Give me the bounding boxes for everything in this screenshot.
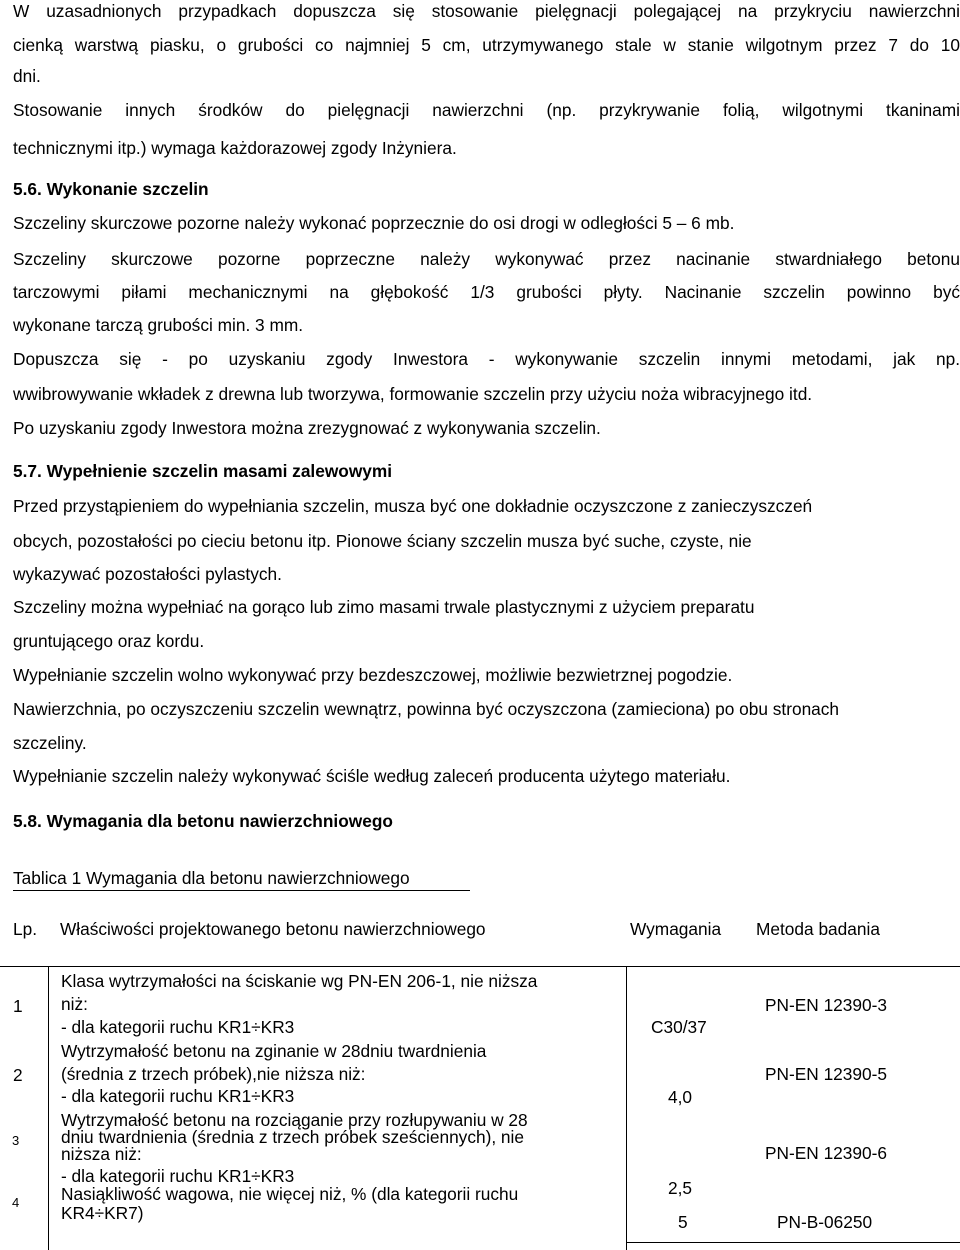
row-3-requirement: 2,5 [668,1178,693,1198]
paragraph-line: wwibrowywanie wkładek z drewna lub tworzywa, formowanie szczelin przy użyciu noża wibracyjnego itd. [13,384,813,404]
paragraph-line: W uzasadnionych przypadkach dopuszcza się stosowanie pielęgnacji polegającej na przykryciu nawierzchni [13,1,960,21]
table-column-rule [48,966,49,1250]
row-4-property-line: Nasiąkliwość wagowa, nie więcej niż, % (dla kategorii ruchu [61,1184,519,1204]
row-2-lp: 2 [13,1065,23,1085]
paragraph-line: Wypełnianie szczelin należy wykonywać ściśle według zaleceń producenta użytego materiału. [13,766,731,786]
paragraph-line: wykonane tarczą grubości min. 3 mm. [13,315,304,335]
paragraph-line: Dopuszcza się - po uzyskaniu zgody Inwestora - wykonywanie szczelin innymi metodami, jak np. [13,349,960,369]
paragraph-line: gruntującego oraz kordu. [13,631,205,651]
table-caption: Tablica 1 Wymagania dla betonu nawierzchniowego [13,868,410,888]
row-3-property-line: dniu twardnienia (średnia z trzech próbek sześciennych), nie [61,1127,524,1147]
paragraph-line: szczeliny. [13,733,87,753]
row-1-property-line: Klasa wytrzymałości na ściskanie wg PN-EN 206-1, nie niższa [61,971,538,991]
row-1-requirement: C30/37 [651,1017,707,1037]
table-rule [0,966,960,967]
paragraph-line: cienką warstwą piasku, o grubości co najmniej 5 cm, utrzymywanego stale w stanie wilgotnym przez 7 do 10 [13,35,960,55]
row-2-requirement: 4,0 [668,1087,693,1107]
row-3-method: PN-EN 12390-6 [765,1143,887,1163]
caption-underline [13,890,470,891]
row-2-property-line: (średnia z trzech próbek),nie niższa niż: [61,1064,366,1084]
row-4-method: PN-B-06250 [777,1212,873,1232]
paragraph-line: Przed przystąpieniem do wypełniania szczelin, musza być one dokładnie oczyszczone z zanieczyszczeń [13,496,813,516]
row-3-property-line: - dla kategorii ruchu KR1÷KR3 [61,1166,295,1186]
header-test-method: Metoda badania [756,919,880,939]
row-1-property-line: - dla kategorii ruchu KR1÷KR3 [61,1017,295,1037]
section-heading-5-7: 5.7. Wypełnienie szczelin masami zalewowymi [13,461,393,481]
paragraph-line: dni. [13,66,41,86]
paragraph-line: Nawierzchnia, po oczyszczeniu szczelin wewnątrz, powinna być oczyszczona (zamieciona) po obu stronach [13,699,840,719]
paragraph-line: Szczeliny skurczowe pozorne poprzeczne należy wykonywać przez nacinanie stwardniałego betonu [13,249,960,269]
paragraph-line: Szczeliny można wypełniać na gorąco lub zimo masami trwale plastycznymi z użyciem preparatu [13,597,755,617]
paragraph-line: Wypełnianie szczelin wolno wykonywać przy bezdeszczowej, możliwie bezwietrznej pogodzie. [13,665,733,685]
row-2-method: PN-EN 12390-5 [765,1064,887,1084]
paragraph-line: Stosowanie innych środków do pielęgnacji nawierzchni (np. przykrywanie folią, wilgotnymi tkaninami [13,100,960,120]
header-property: Właściwości projektowanego betonu nawierzchniowego [60,919,486,939]
paragraph-line: wykazywać pozostałości pylastych. [13,564,282,584]
row-4-requirement: 5 [678,1212,688,1232]
section-heading-5-8: 5.8. Wymagania dla betonu nawierzchniowego [13,811,393,831]
row-3-property-line: Wytrzymałość betonu na rozciąganie przy rozłupywaniu w 28 [61,1110,528,1130]
row-1-property-line: niż: [61,994,88,1014]
row-4-property-line: KR4÷KR7) [61,1203,144,1223]
paragraph-line: tarczowymi piłami mechanicznymi na głębokość 1/3 grubości płyty. Nacinanie szczelin powinno być [13,282,960,302]
row-1-lp: 1 [13,996,23,1016]
header-lp: Lp. [13,919,38,939]
header-requirements: Wymagania [630,919,722,939]
section-heading-5-6: 5.6. Wykonanie szczelin [13,179,209,199]
row-4-lp: 4 [12,1195,20,1210]
paragraph-line: obcych, pozostałości po cieciu betonu itp. Pionowe ściany szczelin musza być suche, czyste, nie [13,531,752,551]
paragraph-line: technicznymi itp.) wymaga każdorazowej zgody Inżyniera. [13,138,457,158]
row-1-method: PN-EN 12390-3 [765,995,887,1015]
paragraph-line: Szczeliny skurczowe pozorne należy wykonać poprzecznie do osi drogi w odległości 5 – 6 mb. [13,213,735,233]
row-3-lp: 3 [12,1133,20,1148]
row-2-property-line: - dla kategorii ruchu KR1÷KR3 [61,1086,295,1106]
row-3-property-line: niższa niż: [61,1144,142,1164]
row-2-property-line: Wytrzymałość betonu na zginanie w 28dniu twardnienia [61,1041,487,1061]
table-rule [626,1242,960,1243]
table-column-rule [626,966,627,1250]
paragraph-line: Po uzyskaniu zgody Inwestora można zrezygnować z wykonywania szczelin. [13,418,601,438]
